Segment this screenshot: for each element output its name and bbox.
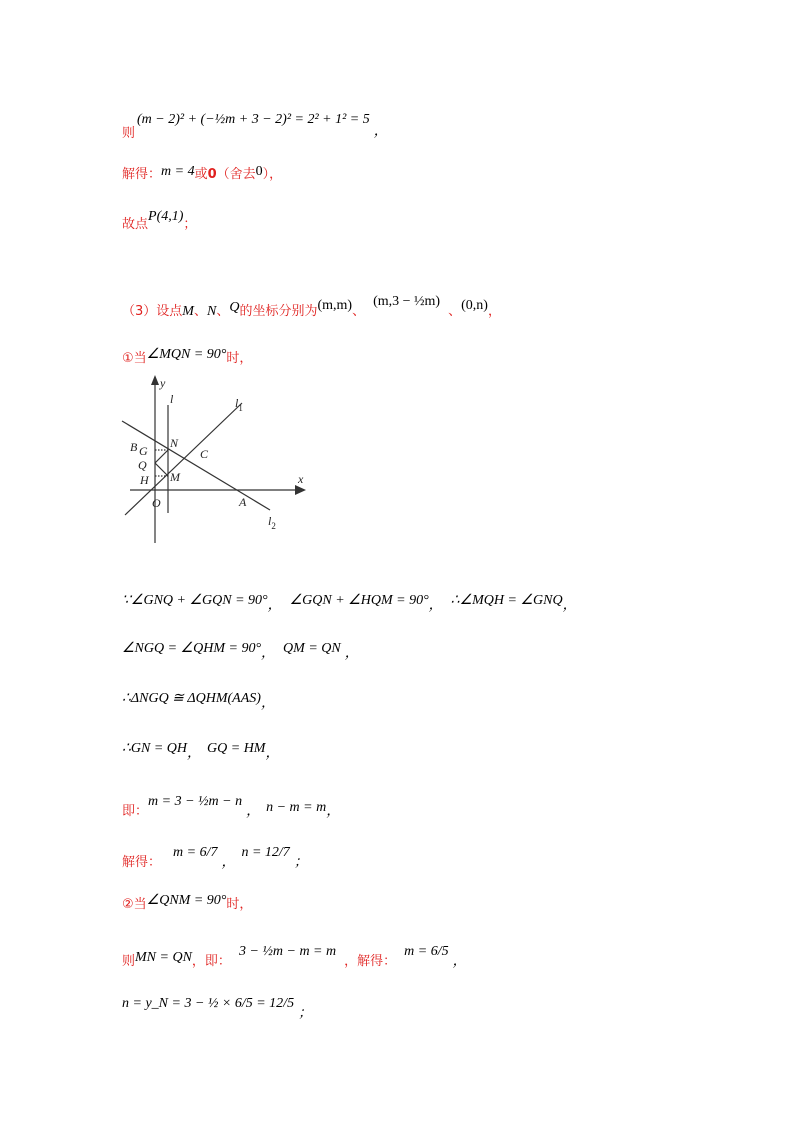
label-l2 — [268, 514, 276, 531]
x-axis-arrow — [295, 485, 306, 495]
label-l1-sub: 1 — [238, 403, 243, 413]
solution-line-8 — [122, 687, 275, 711]
line5-prefix: ①当 — [122, 351, 147, 366]
line2-note: （舍去 — [216, 167, 256, 182]
line3-equation: P(4,1) — [148, 209, 184, 224]
line10-tail: ， — [326, 804, 341, 819]
line13-eq3: m = 6/5 — [404, 944, 449, 959]
solution-line-4 — [122, 294, 501, 320]
line1-prefix: 则 — [122, 126, 136, 141]
line4-coord-3: (0,n) — [461, 298, 488, 313]
line7-eq1: ∠NGQ = ∠QHM = 90° — [122, 641, 262, 656]
line11-eq1: m = 6/7 — [173, 845, 218, 860]
line8-eq: ∴ΔNGQ ≅ ΔQHM(AAS) — [122, 691, 261, 706]
label-l: l — [170, 392, 174, 406]
line13-tail: ， — [452, 954, 467, 969]
line6-eq2: ∠GQN + ∠HQM = 90° — [289, 593, 429, 608]
solution-line-11 — [122, 845, 308, 871]
solution-line-10 — [122, 794, 341, 820]
line7-tail: ， — [344, 646, 359, 661]
line6-s1: ， — [267, 598, 282, 613]
line6-eq1: ∵∠GNQ + ∠GQN = 90° — [122, 593, 268, 608]
label-x: x — [298, 472, 304, 486]
segment-QN — [155, 450, 168, 463]
line4-sep1: 、 — [193, 304, 207, 319]
line4-coord-2: (m,3 − ½m) — [373, 294, 441, 309]
line4-mid: 的坐标分别为 — [239, 304, 318, 319]
line9-eq2: GQ = HM — [207, 741, 266, 756]
label-N: N — [170, 436, 179, 450]
line12-equation: ∠QNM = 90° — [146, 893, 227, 908]
line13-s2: ，解得： — [344, 954, 397, 969]
label-l2-main: l — [268, 514, 272, 528]
line2-zero: 0 — [207, 167, 217, 182]
line13-eq2: 3 − ½m − m = m — [238, 944, 337, 959]
label-M: M — [170, 470, 180, 484]
line4-Q: Q — [229, 300, 240, 315]
line4-coord-1: (m,m) — [317, 298, 353, 313]
solution-line-2 — [122, 163, 282, 183]
line6-s2: ， — [428, 598, 443, 613]
line7-eq2: QM = QN — [283, 641, 341, 656]
line9-tail: ， — [265, 746, 280, 761]
line2-note-val: 0 — [255, 164, 263, 179]
label-O: O — [152, 496, 161, 510]
segment-QM — [155, 463, 168, 476]
label-l1 — [235, 396, 243, 413]
line4-tail: ， — [487, 304, 501, 319]
line4-M: M — [182, 304, 194, 319]
line4-sep2: 、 — [216, 304, 230, 319]
line1-equation — [137, 112, 370, 128]
solution-line-14 — [122, 992, 313, 1021]
line4-sep4: 、 — [448, 304, 462, 319]
line12-prefix: ②当 — [122, 897, 147, 912]
line2-equation: m = 4 — [161, 164, 195, 179]
label-l1-main: l — [235, 396, 239, 410]
line2-mid: 或 — [194, 167, 208, 182]
line8-tail: ， — [260, 696, 275, 711]
line3-prefix: 故点 — [122, 217, 149, 232]
line13-eq1: MN = QN — [135, 950, 192, 965]
line5-equation: ∠MQN = 90° — [146, 347, 227, 362]
line6-tail: ， — [562, 598, 577, 613]
line12-tail: 时， — [226, 897, 253, 912]
line11-s1: ， — [221, 855, 236, 870]
label-l2-sub: 2 — [271, 521, 276, 531]
line10-s1: ， — [246, 804, 261, 819]
solution-line-3 — [122, 209, 197, 233]
solution-line-12 — [122, 893, 252, 913]
line7-s1: ， — [261, 646, 276, 661]
label-y: y — [160, 376, 166, 390]
line1-tail: ， — [373, 124, 388, 139]
solution-line-13 — [122, 944, 467, 970]
line4-N: N — [206, 304, 217, 319]
line10-eq2: n − m = m — [266, 800, 327, 815]
line6-eq3: ∴∠MQH = ∠GNQ — [450, 593, 563, 608]
line14-equation: n = y_N = 3 − ½ × 6/5 = 12/5 — [122, 996, 295, 1011]
line1-equation-text: (m − 2)² + (−½m + 3 − 2)² = 2² + 1² = 5 — [137, 112, 370, 127]
line4-sep3: 、 — [352, 304, 366, 319]
line11-eq2: n = 12/7 — [241, 845, 290, 860]
solution-line-5 — [122, 347, 252, 367]
line4-prefix: （3）设点 — [122, 304, 183, 319]
line10-prefix: 即： — [122, 804, 149, 819]
y-axis-arrow — [151, 375, 159, 385]
label-C: C — [200, 447, 209, 461]
line11-tail: ； — [293, 855, 308, 870]
solution-line-6 — [122, 589, 577, 613]
label-Q: Q — [138, 458, 147, 472]
line11-prefix: 解得： — [122, 855, 162, 870]
solution-line-1 — [122, 108, 388, 141]
line9-eq1: ∴GN = QH — [122, 741, 188, 756]
label-H: H — [140, 473, 149, 487]
line10-eq1: m = 3 − ½m − n — [148, 794, 243, 809]
label-G: G — [139, 444, 148, 458]
line13-s1: ，即： — [191, 954, 231, 969]
line14-tail: ； — [298, 1006, 313, 1021]
geometry-figure — [120, 373, 320, 548]
line2-prefix: 解得： — [122, 167, 162, 182]
line3-tail: ； — [183, 217, 197, 232]
line5-tail: 时， — [226, 351, 253, 366]
label-A: A — [239, 495, 247, 509]
line2-note-end: ）， — [262, 167, 283, 182]
line13-prefix: 则 — [122, 954, 136, 969]
solution-line-7 — [122, 637, 359, 661]
solution-line-9 — [122, 737, 280, 761]
label-B: B — [130, 440, 138, 454]
line9-s1: ， — [187, 746, 202, 761]
